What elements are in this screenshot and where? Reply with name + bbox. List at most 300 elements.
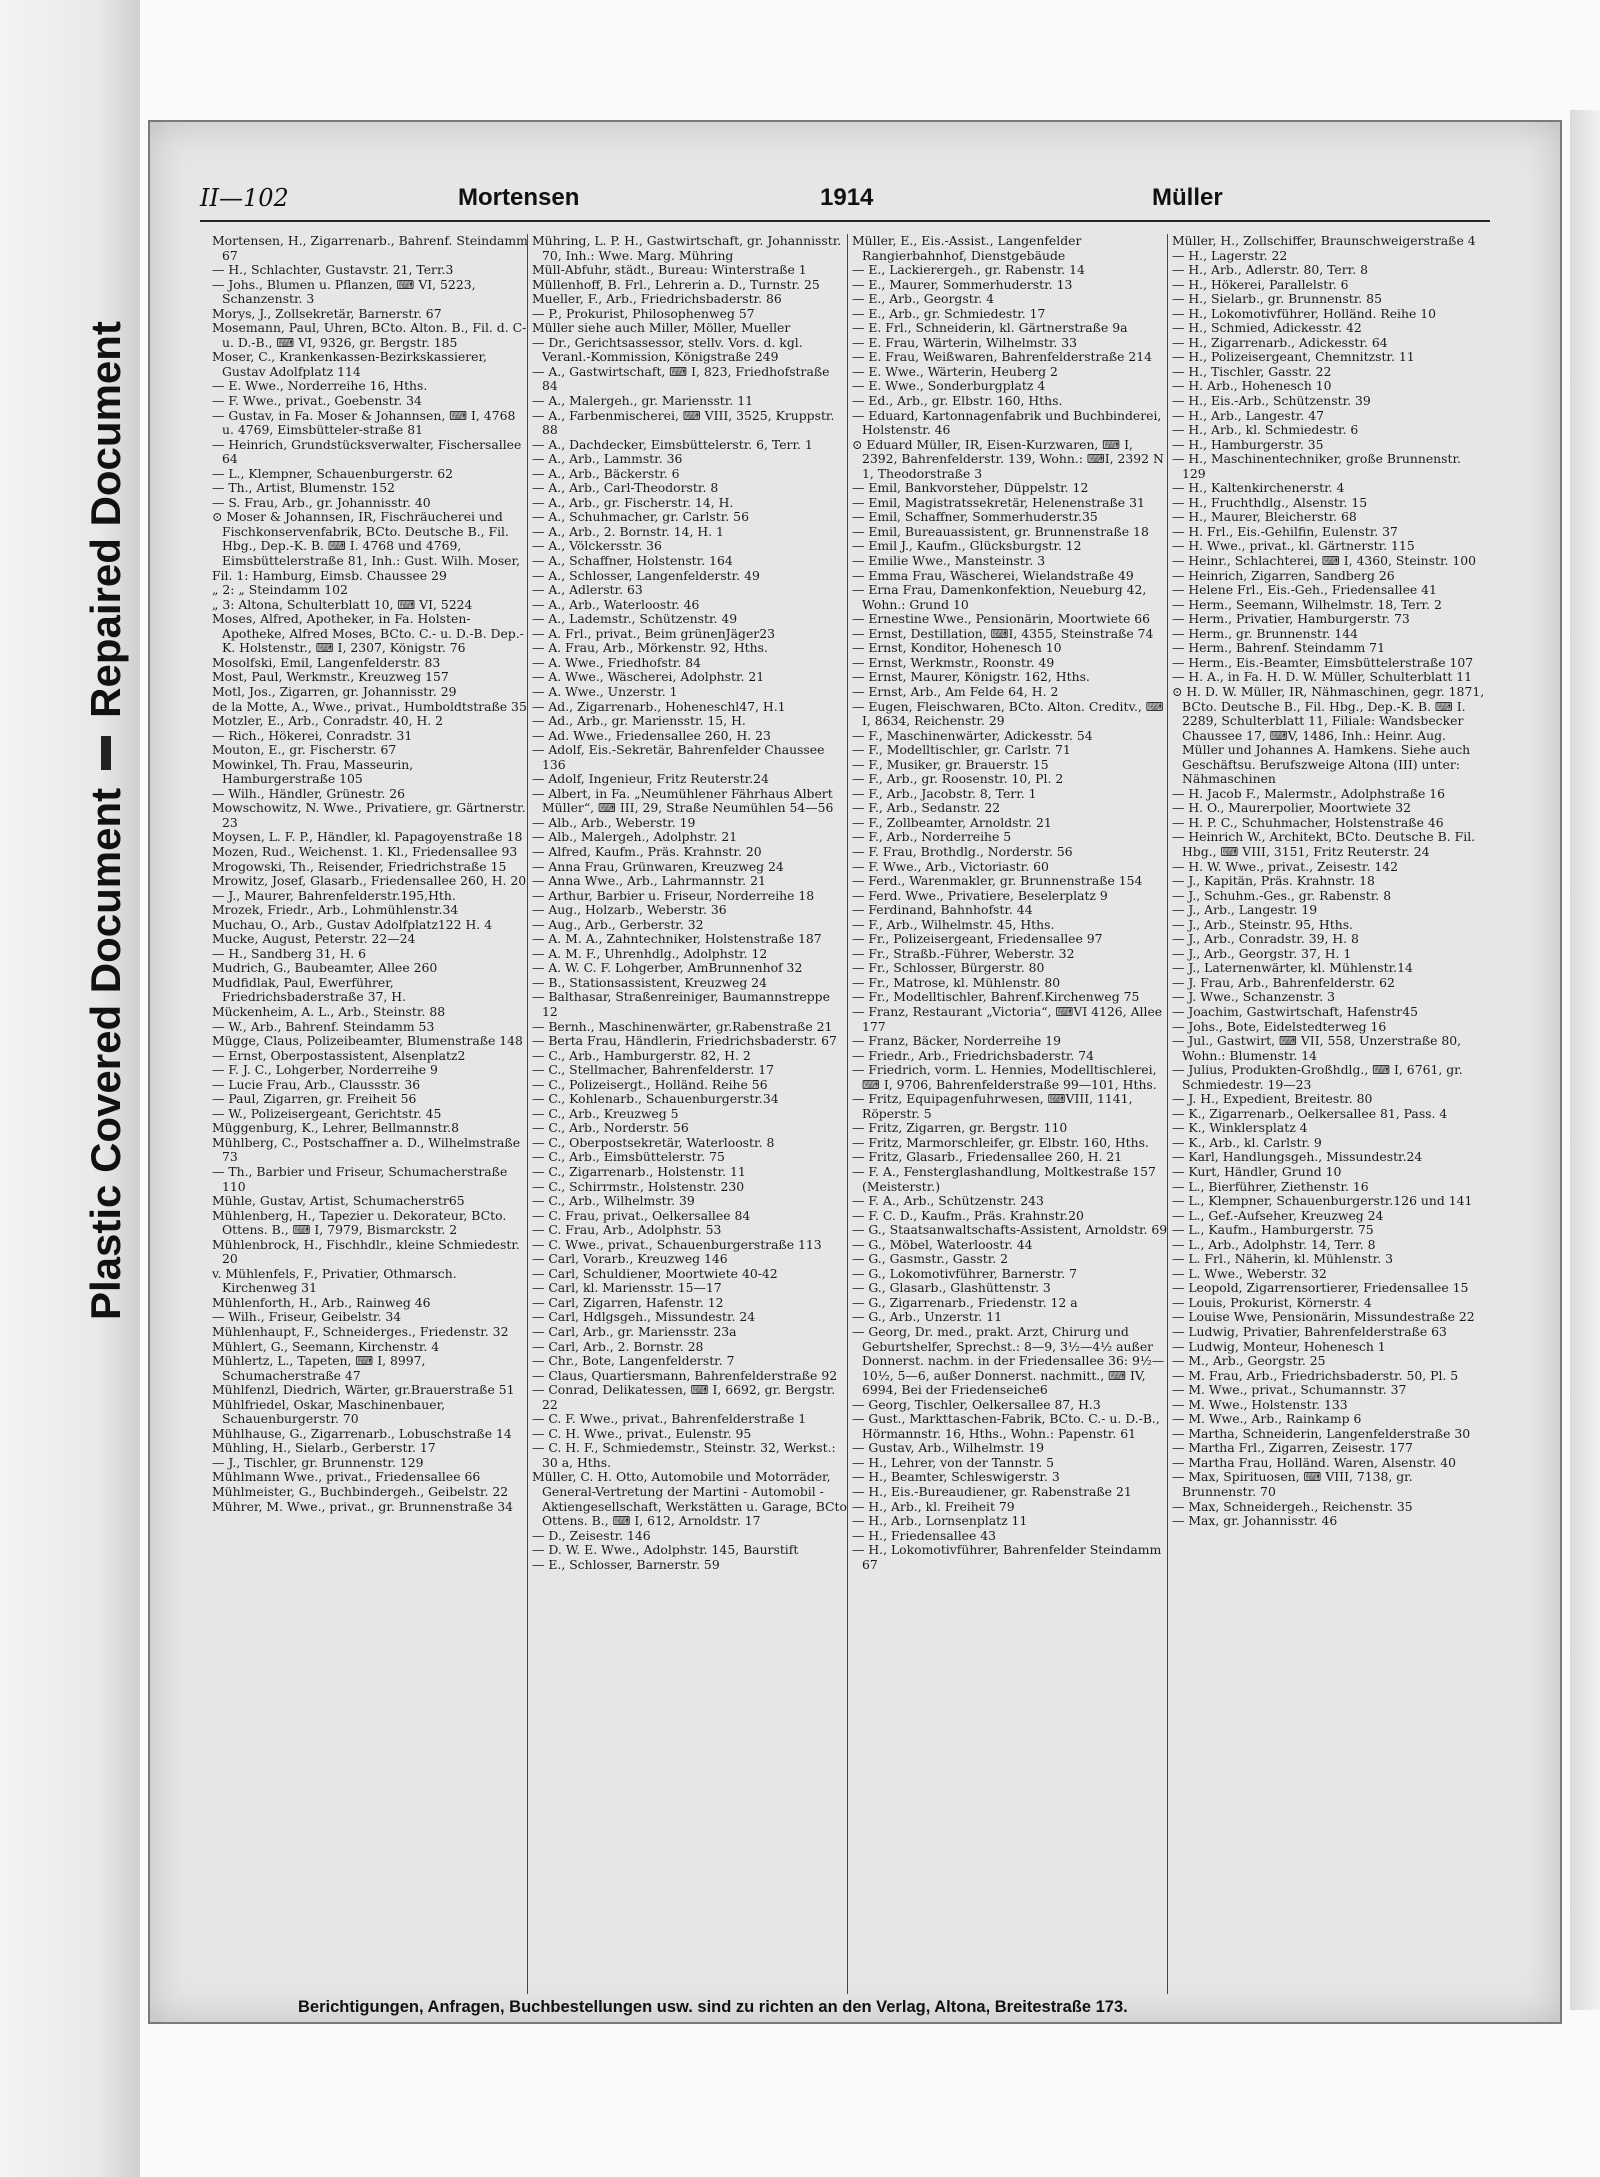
directory-entry: — H. W. Wwe., privat., Zeisestr. 142 [1172,858,1398,874]
directory-entry: — A. Frl., privat., Beim grünenJäger23 [532,625,775,641]
directory-entry: — Heinrich, Zigarren, Sandberg 26 [1172,567,1395,583]
directory-entry: — H., Friedensallee 43 [852,1527,997,1543]
directory-entry: — Herm., Seemann, Wilhelmstr. 18, Terr. 2 [1172,596,1442,612]
directory-entry: — H. Wwe., privat., kl. Gärtnerstr. 115 [1172,538,1415,554]
directory-entry: — Martha Frl., Zigarren, Zeisestr. 177 [1172,1440,1413,1456]
directory-entry: Moses, Alfred, Apotheker, in Fa. Holsten-Apotheke, Alfred Moses, BCto. C.- u. D.-B. Dep.-K. Holstenstr., ⌨ I, 2307, Königstr. 76 [212,611,524,656]
directory-entry: — Ernst, Arb., Am Felde 64, H. 2 [852,683,1059,699]
directory-entry: — A. Wwe., Friedhofstr. 84 [532,654,701,670]
directory-entry: Muchau, O., Arb., Gustav Adolfplatz122 H. 4 [212,916,493,932]
directory-entry: — H., Schlachter, Gustavstr. 21, Terr.3 [212,262,454,278]
directory-entry: — Adolf, Eis.-Sekretär, Bahrenfelder Chaussee 136 [532,742,825,772]
directory-entry: Most, Paul, Werkmstr., Kreuzweg 157 [212,669,449,685]
directory-entry: — Louise Wwe, Pensionärin, Missundestraße 22 [1172,1309,1475,1325]
directory-entry: — H., Arb., Lornsenplatz 11 [852,1513,1028,1529]
directory-entry: — Carl, Arb., 2. Bornstr. 28 [532,1338,704,1354]
directory-entry: — E. Wwe., Norderreihe 16, Hths. [212,378,428,394]
directory-entry: — G., Staatsanwaltschafts-Assistent, Arnoldstr. 69 [852,1222,1168,1238]
directory-entry: — Claus, Quartiersmann, Bahrenfelderstraße 92 [532,1367,838,1383]
directory-entry: — H. P. C., Schuhmacher, Holstenstraße 46 [1172,814,1444,830]
directory-entry: „ 2: „ Steindamm 102 [212,582,348,598]
directory-entry: — Herm., gr. Brunnenstr. 144 [1172,625,1359,641]
directory-entry: Mozen, Rud., Weichenst. 1. Kl., Friedensallee 93 [212,843,518,859]
directory-entry: — C. Wwe., privat., Schauenburgerstraße 113 [532,1236,822,1252]
directory-entry: — A., Dachdecker, Eimsbüttelerstr. 6, Terr. 1 [532,436,813,452]
directory-entry: — H., Arb., kl. Schmiedestr. 6 [1172,422,1359,438]
directory-entry: Müggenburg, K., Lehrer, Bellmannstr.8 [212,1120,459,1136]
directory-entry: — Th., Barbier und Friseur, Schumacherstraße 110 [212,1164,508,1194]
directory-entry: — A., Schaffner, Holstenstr. 164 [532,553,733,569]
directory-entry: — Emil, Magistratssekretär, Helenenstraße 31 [852,494,1145,510]
directory-entry: — Fritz, Zigarren, gr. Bergstr. 110 [852,1120,1068,1136]
directory-entry: — J., Arb., Steinstr. 95, Hths. [1172,916,1353,932]
directory-entry: — Ernst, Werkmstr., Roonstr. 49 [852,654,1055,670]
directory-entry: — H. A., in Fa. H. D. W. Müller, Schulterblatt 11 [1172,669,1473,685]
directory-entry: — C., Arb., Norderstr. 56 [532,1120,689,1136]
directory-entry: — Heinr., Schlachterei, ⌨ I, 4360, Steinstr. 100 [1172,553,1477,569]
directory-column-1 [212,234,528,1994]
directory-entry: — Fr., Matrose, kl. Mühlenstr. 80 [852,974,1061,990]
directory-entry: — J., Laternenwärter, kl. Mühlenstr.14 [1172,960,1413,976]
repaired-label: Repaired Document [82,321,129,718]
directory-entry: Mucke, August, Peterstr. 22—24 [212,931,416,947]
directory-entry: — L., Arb., Adolphstr. 14, Terr. 8 [1172,1236,1376,1252]
directory-entry: — A. W. C. F. Lohgerber, AmBrunnenhof 32 [532,960,803,976]
directory-entry: — H., Kaltenkirchenerstr. 4 [1172,480,1345,496]
directory-entry: — C. H. Wwe., privat., Eulenstr. 95 [532,1425,752,1441]
directory-entry: — D., Zeisestr. 146 [532,1527,651,1543]
directory-entry: — Ad., Arb., gr. Mariensstr. 15, H. [532,713,746,729]
directory-entry: — Johs., Blumen u. Pflanzen, ⌨ VI, 5223, Schanzenstr. 3 [212,276,476,307]
directory-entry: — J., Kapitän, Präs. Krahnstr. 18 [1172,873,1375,889]
directory-entry: Fil. 1: Hamburg, Eimsb. Chaussee 29 [212,567,447,583]
directory-entry: — H., Tischler, Gasstr. 22 [1172,363,1332,379]
directory-entry: — A., Farbenmischerei, ⌨ VIII, 3525, Kruppstr. 88 [532,407,835,438]
directory-entry: — Emil, Bureauassistent, gr. Brunnenstraße 18 [852,523,1149,539]
directory-entry: — Albert, in Fa. „Neumühlener Fährhaus Albert Müller“, ⌨ III, 29, Straße Neumühlen 54—56 [532,785,834,816]
directory-entry: — C. F. Wwe., privat., Bahrenfelderstraße 1 [532,1411,807,1427]
directory-entry: — A. M. A., Zahntechniker, Holstenstraße 187 [532,931,822,947]
directory-entry: — Balthasar, Straßenreiniger, Baumannstreppe 12 [532,989,830,1019]
directory-entry: — Th., Artist, Blumenstr. 152 [212,480,395,496]
directory-entry: — Fritz, Glasarb., Friedensallee 260, H. 21 [852,1149,1123,1165]
directory-entry: — Chr., Bote, Langenfelderstr. 7 [532,1353,735,1369]
directory-entry: — F. A., Arb., Schützenstr. 243 [852,1193,1044,1209]
directory-entry: Mühring, L. P. H., Gastwirtschaft, gr. Johannisstr. 70, Inh.: Wwe. Marg. Mühring [532,234,842,263]
directory-entry: Mortensen, H., Zigarrenarb., Bahrenf. Steindamm 67 [212,234,528,263]
directory-entry: — Friedrich, vorm. L. Hennies, Modelltischlerei, ⌨ I, 9706, Bahrenfelderstraße 99—101, Hths. [852,1062,1157,1092]
directory-entry: — Bernh., Maschinenwärter, gr.Rabenstraße 21 [532,1018,833,1034]
directory-entry: — J., Tischler, gr. Brunnenstr. 129 [212,1454,424,1470]
directory-entry: — A., Arb., Carl-Theodorstr. 8 [532,480,719,496]
directory-entry: — Gustav, Arb., Wilhelmstr. 19 [852,1440,1044,1456]
directory-entry: Mührer, M. Wwe., privat., gr. Brunnenstraße 34 [212,1498,514,1514]
directory-entry: — E. Frl., Schneiderin, kl. Gärtnerstraße 9a [852,320,1128,336]
page-number: II—102 [200,184,289,212]
directory-entry: — Berta Frau, Händlerin, Friedrichsbaderstr. 67 [532,1033,837,1049]
plastic-covered-label: Plastic Covered Document [82,787,129,1320]
directory-entry: — G., Arb., Unzerstr. 11 [852,1309,1002,1325]
directory-entry: Motl, Jos., Zigarren, gr. Johannisstr. 29 [212,683,457,699]
directory-entry: — Fr., Schlosser, Bürgerstr. 80 [852,960,1045,976]
directory-entry: — Ad., Zigarrenarb., Hoheneschl47, H.1 [532,698,786,714]
directory-entry: — H. O., Maurerpolier, Moortwiete 32 [1172,800,1412,816]
directory-entry: — F., Arb., Wilhelmstr. 45, Hths. [852,916,1055,932]
directory-entry: — Martha Frau, Holländ. Waren, Alsenstr. 40 [1172,1454,1457,1470]
directory-entry: Mouton, E., gr. Fischerstr. 67 [212,742,397,758]
directory-entry: — Alb., Arb., Weberstr. 19 [532,814,696,830]
directory-entry: — J., Arb., Georgstr. 37, H. 1 [1172,945,1352,961]
directory-entry: — F. Frau, Brothdlg., Norderstr. 56 [852,843,1073,859]
directory-entry: — A., Adlerstr. 63 [532,582,643,598]
directory-entry: — P., Prokurist, Philosophenweg 57 [532,305,755,321]
directory-entry: Mühling, H., Sielarb., Gerberstr. 17 [212,1440,436,1456]
header-year: 1914 [820,184,874,211]
directory-entry: — J. H., Expedient, Breitestr. 80 [1172,1091,1373,1107]
directory-entry: — C., Zigarrenarb., Holstenstr. 11 [532,1164,746,1179]
directory-column-2 [532,234,848,1994]
directory-entry: — C. Frau, privat., Oelkersallee 84 [532,1207,751,1223]
directory-entry: Mühlertz, L., Tapeten, ⌨ I, 8997, Schumacherstraße 47 [212,1353,426,1383]
directory-entry: Müll-Abfuhr, städt., Bureau: Winterstraße 1 [532,262,807,278]
directory-entry: — C., Stellmacher, Bahrenfelderstr. 17 [532,1062,775,1078]
directory-entry: — J., Maurer, Bahrenfelderstr.195,Hth. [212,887,456,903]
directory-entry: — K., Winklersplatz 4 [1172,1120,1308,1136]
directory-entry: — M. Frau, Arb., Friedrichsbaderstr. 50, Pl. 5 [1172,1367,1459,1383]
directory-entry: — J., Arb., Langestr. 19 [1172,902,1318,918]
directory-entry: — Max, Spirituosen, ⌨ VIII, 7138, gr. Brunnenstr. 70 [1172,1469,1413,1500]
directory-entry: — A., Gastwirtschaft, ⌨ I, 823, Friedhofstraße 84 [532,363,830,394]
directory-entry: — F. J. C., Lohgerber, Norderreihe 9 [212,1062,438,1078]
directory-entry: — Paul, Zigarren, gr. Freiheit 56 [212,1091,417,1107]
directory-entry: — Ferdinand, Bahnhofstr. 44 [852,902,1033,918]
directory-entry: Mrowitz, Josef, Glasarb., Friedensallee 260, H. 20 [212,873,527,889]
directory-entry: — K., Arb., kl. Carlstr. 9 [1172,1134,1322,1150]
directory-entry: — H., Schmied, Adickesstr. 42 [1172,320,1362,336]
directory-entry: — C., Arb., Eimsbüttelerstr. 75 [532,1149,725,1165]
directory-entry: — Carl, Schuldiener, Moortwiete 40-42 [532,1265,778,1281]
directory-entry: — Ernestine Wwe., Pensionärin, Moortwiete 66 [852,611,1151,627]
directory-entry: — Max, Schneidergeh., Reichenstr. 35 [1172,1498,1413,1514]
directory-entry: — Julius, Produkten-Großhdlg., ⌨ I, 6761, gr. Schmiedestr. 19—23 [1172,1062,1463,1092]
directory-entry: — A., Arb., 2. Bornstr. 14, H. 1 [532,523,724,539]
directory-entry: — F. A., Fensterglashandlung, Moltkestraße 157 (Meisterstr.) [852,1164,1156,1194]
directory-entry: — A. Frau, Arb., Mörkenstr. 92, Hths. [532,640,768,656]
directory-entry: ⊙ H. D. W. Müller, IR, Nähmaschinen, gegr. 1871, BCto. Deutsche B., Fil. Hbg., Dep.-K. B. ⌨ I. 2289, Schulterblatt 11, Filiale: Wandsbecker Chaussee 17, ⌨V, 1486, Inh.: Heinr. Aug. Müller und Johannes A. Hamkens. Siehe auch Geschäftsu. Berufszweige Altona (III) unter: Nähmaschinen [1172,683,1485,787]
directory-entry: — E., Schlosser, Barnerstr. 59 [532,1556,720,1572]
publisher-footer: Berichtigungen, Anfragen, Buchbestellungen usw. sind zu richten an den Verlag, Altona, Breitestraße 173. [298,1998,1128,2016]
directory-entry: — F., Zollbeamter, Arnoldstr. 21 [852,814,1052,830]
directory-entry: — H., Lehrer, von der Tannstr. 5 [852,1454,1054,1470]
directory-entry: — Wilh., Friseur, Geibelstr. 34 [212,1309,402,1325]
directory-entry: — F. Wwe., Arb., Victoriastr. 60 [852,858,1049,874]
directory-entry: — Fr., Polizeisergeant, Friedensallee 97 [852,931,1103,947]
directory-entry: Müller, H., Zollschiffer, Braunschweigerstraße 4 [1172,234,1476,248]
directory-entry: — G., Zigarrenarb., Friedenstr. 12 a [852,1294,1078,1310]
directory-entry: Müller, E., Eis.-Assist., Langenfelder Rangierbahnhof, Dienstgebäude [852,234,1082,263]
directory-entry: — C., Arb., Wilhelmstr. 39 [532,1193,695,1209]
directory-entry: — E., Arb., gr. Schmiedestr. 17 [852,305,1046,321]
directory-entry: — H., Fruchthdlg., Alsenstr. 15 [1172,494,1368,510]
directory-entry: — C., Arb., Kreuzweg 5 [532,1105,679,1121]
directory-entry: — F., Arb., Norderreihe 5 [852,829,1012,845]
directory-entry: — Anna Frau, Grünwaren, Kreuzweg 24 [532,858,784,874]
directory-entry: Morys, J., Zollsekretär, Barnerstr. 67 [212,305,442,321]
directory-entry: — Conrad, Delikatessen, ⌨ I, 6692, gr. Bergstr. 22 [532,1382,836,1412]
directory-entry: — Ad. Wwe., Friedensallee 260, H. 23 [532,727,771,743]
directory-entry: — C., Oberpostsekretär, Waterloostr. 8 [532,1134,775,1150]
directory-entry: Moser, C., Krankenkassen-Bezirkskassierer, Gustav Adolfplatz 114 [212,349,487,379]
directory-entry: — Dr., Gerichtsassessor, stellv. Vors. d. kgl. Veranl.-Kommission, Königstraße 249 [532,334,803,365]
fixture-edge-right [1570,110,1600,2010]
directory-entry: — Carl, Arb., gr. Mariensstr. 23a [532,1324,737,1340]
directory-entry: — L., Bierführer, Ziethenstr. 16 [1172,1178,1369,1194]
directory-entry: — F., Modelltischler, gr. Carlstr. 71 [852,742,1071,758]
directory-entry: — Gust., Markttaschen-Fabrik, BCto. C.- u. D.-B., Hörmannstr. 16, Hths., Wohn.: Papenstr. 61 [852,1411,1160,1441]
directory-entry: — H., Arb., Adlerstr. 80, Terr. 8 [1172,262,1368,278]
directory-entry: — J., Schuhm.-Ges., gr. Rabenstr. 8 [1172,887,1392,903]
directory-column-4 [1172,234,1488,1994]
directory-entry: — H., Sielarb., gr. Brunnenstr. 85 [1172,291,1382,307]
directory-entry: — Ferd. Wwe., Privatiere, Beselerplatz 9 [852,887,1108,903]
directory-entry: Mudrich, G., Baubeamter, Allee 260 [212,960,438,976]
directory-entry: Mosolfski, Emil, Langenfelderstr. 83 [212,654,441,670]
directory-entry: — Emil, Bankvorsteher, Düppelstr. 12 [852,480,1089,496]
directory-entry: — Franz, Bäcker, Norderreihe 19 [852,1033,1061,1049]
directory-entry: — A. Wwe., Unzerstr. 1 [532,683,678,699]
directory-entry: — E., Arb., Georgstr. 4 [852,291,995,307]
directory-entry: — L., Kaufm., Hamburgerstr. 75 [1172,1222,1374,1238]
directory-entry: — A., Völckersstr. 36 [532,538,662,554]
directory-entry: — Louis, Prokurist, Körnerstr. 4 [1172,1294,1372,1310]
directory-entry: — Fr., Straßb.-Führer, Weberstr. 32 [852,945,1075,961]
directory-entry: — Eugen, Fleischwaren, BCto. Alton. Creditv., ⌨ I, 8634, Reichenstr. 29 [852,698,1164,729]
directory-entry: — Gustav, in Fa. Moser & Johannsen, ⌨ I, 4768 u. 4769, Eimsbütteler-straße 81 [212,407,516,438]
directory-entry: — E., Maurer, Sommerhuderstr. 13 [852,276,1073,292]
directory-entry: — Friedr., Arb., Friedrichsbaderstr. 74 [852,1047,1095,1063]
directory-entry: — Fritz, Marmorschleifer, gr. Elbstr. 160, Hths. [852,1134,1149,1150]
directory-entry: Mühle, Gustav, Artist, Schumacherstr65 [212,1193,465,1209]
directory-entry: — H., Hökerei, Parallelstr. 6 [1172,276,1349,292]
directory-entry: — K., Zigarrenarb., Oelkersallee 81, Pass. 4 [1172,1105,1448,1121]
directory-entry: — Emilie Wwe., Mansteinstr. 3 [852,553,1046,569]
directory-entry: — H., Eis.-Bureaudiener, gr. Rabenstraße 21 [852,1484,1132,1500]
directory-entry: — Erna Frau, Damenkonfektion, Neueburg 42, Wohn.: Grund 10 [852,582,1147,612]
directory-entry: Mrogowski, Th., Reisender, Friedrichstraße 15 [212,858,507,874]
directory-entry: Mrozek, Friedr., Arb., Lohmühlenstr.34 [212,902,459,918]
directory-entry: — C., Schirrmstr., Holstenstr. 230 [532,1178,745,1194]
directory-entry: — M. Wwe., Holstenstr. 133 [1172,1396,1348,1412]
directory-entry: — Adolf, Ingenieur, Fritz Reuterstr.24 [532,771,769,787]
directory-entry: — A., Schlosser, Langenfelderstr. 49 [532,567,760,583]
directory-entry: — A. Wwe., Wäscherei, Adolphstr. 21 [532,669,765,685]
directory-entry: Mühlenbrock, H., Fischhdlr., kleine Schmiedestr. 20 [212,1236,520,1267]
directory-entry: — Ferd., Warenmakler, gr. Brunnenstraße 154 [852,873,1143,889]
directory-entry: — G., Glasarb., Glashüttenstr. 3 [852,1280,1051,1296]
directory-entry: — Emil, Schaffner, Sommerhuderstr.35 [852,509,1098,525]
directory-entry: — Alfred, Kaufm., Präs. Krahnstr. 20 [532,843,762,859]
directory-entry: — Emma Frau, Wäscherei, Wielandstraße 49 [852,567,1134,583]
directory-entry: — A., Lademstr., Schützenstr. 49 [532,611,738,627]
directory-entry: — Karl, Handlungsgeh., Missundestr.24 [1172,1149,1423,1165]
directory-entry: Müllenhoff, B. Frl., Lehrerin a. D., Turnstr. 25 [532,276,820,292]
directory-entry: — A. M. F., Uhrenhdlg., Adolphstr. 12 [532,945,768,961]
directory-entry: — Carl, Hdlgsgeh., Missundestr. 24 [532,1309,756,1325]
directory-entry: — B., Stationsassistent, Kreuzweg 24 [532,974,768,990]
directory-entry: Mühlert, G., Seemann, Kirchenstr. 4 [212,1338,440,1354]
directory-entry: — Max, gr. Johannisstr. 46 [1172,1513,1338,1529]
directory-entry: — C., Polizeisergt., Holländ. Reihe 56 [532,1076,768,1092]
directory-entry: — H., Lokomotivführer, Holländ. Reihe 10 [1172,305,1437,321]
directory-entry: — E. Frau, Weißwaren, Bahrenfelderstraße 214 [852,349,1153,365]
directory-entry: Mühlenhaupt, F., Schneiderges., Friedenstr. 32 [212,1324,509,1340]
directory-entry: — Helene Frl., Eis.-Geh., Friedensallee 41 [1172,582,1437,598]
directory-entry: Mudfidlak, Paul, Ewerführer, Friedrichsbaderstraße 37, H. [212,974,407,1005]
directory-entry: — Lucie Frau, Arb., Claussstr. 36 [212,1076,421,1092]
directory-entry: — D. W. E. Wwe., Adolphstr. 145, Baurstift [532,1542,799,1558]
directory-entry: — A., Schuhmacher, gr. Carlstr. 56 [532,509,749,525]
directory-entry: — F., Arb., gr. Roosenstr. 10, Pl. 2 [852,771,1064,787]
directory-entry: — G., Gasmstr., Gasstr. 2 [852,1251,1009,1267]
directory-entry: — Georg, Dr. med., prakt. Arzt, Chirurg und Geburtshelfer, Sprechst.: 8—9, 3½—4½ außer Donnerst. nachm. in der Friedensallee 36: 9½—10½, 5—6, außer Donnerst. nachmitt., ⌨ IV, 6994, Bei der Friedenseiche6 [852,1324,1165,1398]
directory-entry: — L., Gef.-Aufseher, Kreuzweg 24 [1172,1207,1384,1223]
directory-entry: — W., Polizeisergeant, Gerichtstr. 45 [212,1105,442,1121]
document-status-label [82,321,130,1320]
directory-entry: — H., Arb., kl. Freiheit 79 [852,1498,1015,1514]
directory-entry: Mühlmann Wwe., privat., Friedensallee 66 [212,1469,481,1485]
directory-entry: — M. Wwe., privat., Schumannstr. 37 [1172,1382,1407,1398]
directory-entry: „ 3: Altona, Schulterblatt 10, ⌨ VI, 5224 [212,596,473,612]
directory-entry: — Aug., Holzarb., Weberstr. 36 [532,902,727,918]
directory-entry: — J. Frau, Arb., Bahrenfelderstr. 62 [1172,974,1395,990]
directory-entry: Mühlenberg, H., Tapezier u. Dekorateur, BCto. Ottens. B., ⌨ I, 7979, Bismarckstr. 2 [212,1207,507,1238]
directory-entry: — Eduard, Kartonnagenfabrik und Buchbinderei, Holstenstr. 46 [852,407,1162,438]
directory-entry: — Ernst, Destillation, ⌨I, 4355, Steinstraße 74 [852,625,1154,641]
directory-entry: — S. Frau, Arb., gr. Johannisstr. 40 [212,494,431,510]
directory-entry: — F. C. D., Kaufm., Präs. Krahnstr.20 [852,1207,1084,1223]
directory-entry: — Wilh., Händler, Grünestr. 26 [212,785,406,801]
directory-entry: — A., Arb., Lammstr. 36 [532,451,683,467]
directory-entry: — Heinrich W., Architekt, BCto. Deutsche B. Fil. Hbg., ⌨ VIII, 3151, Fritz Reuterstr. 24 [1172,829,1476,859]
directory-entry: — Kurt, Händler, Grund 10 [1172,1164,1342,1179]
directory-entry: — F., Musiker, gr. Brauerstr. 15 [852,756,1049,772]
directory-column-3 [852,234,1168,1994]
directory-entry: Mühlberg, C., Postschaffner a. D., Wilhelmstraße 73 [212,1134,521,1165]
directory-entry: — Emil J., Kaufm., Glücksburgstr. 12 [852,538,1082,554]
directory-entry: — Carl, Vorarb., Kreuzweg 146 [532,1251,728,1267]
directory-entry: — A., Arb., gr. Fischerstr. 14, H. [532,494,734,510]
directory-entry: — Rich., Hökerei, Conradstr. 31 [212,727,413,743]
directory-entry: — C. H. F., Schmiedemstr., Steinstr. 32, Werkst.: 30 a, Hths. [532,1440,836,1470]
directory-entry: Mühlhause, G., Zigarrenarb., Lobuschstraße 14 [212,1425,512,1441]
directory-entry: — H., Polizeisergeant, Chemnitzstr. 11 [1172,349,1415,365]
directory-entry: Mückenheim, A. L., Arb., Steinstr. 88 [212,1003,446,1019]
directory-entry: — Franz, Restaurant „Victoria“, ⌨VI 4126, Allee 177 [852,1003,1163,1034]
directory-entry: — Herm., Privatier, Hamburgerstr. 73 [1172,611,1410,627]
directory-entry: Moysen, L. F. P., Händler, kl. Papagoyenstraße 18 [212,829,523,845]
directory-entry: — Jul., Gastwirt, ⌨ VII, 558, Unzerstraße 80, Wohn.: Blumenstr. 14 [1172,1033,1462,1063]
directory-entry: — Fritz, Equipagenfuhrwesen, ⌨VIII, 1141, Röperstr. 5 [852,1091,1133,1121]
directory-entry: — Arthur, Barbier u. Friseur, Norderreihe 18 [532,887,815,903]
directory-entry: — L. Wwe., Weberstr. 32 [1172,1265,1327,1281]
directory-entry: — M., Arb., Georgstr. 25 [1172,1353,1326,1369]
directory-entry: — Ernst, Konditor, Hohenesch 10 [852,640,1062,656]
directory-entry: — H., Maurer, Bleicherstr. 68 [1172,509,1357,525]
directory-entry: Mowinkel, Th. Frau, Masseurin, Hamburgerstraße 105 [212,756,414,787]
directory-entry: — J., Arb., Conradstr. 39, H. 8 [1172,931,1359,947]
directory-entry: — A., Arb., Bäckerstr. 6 [532,465,680,481]
directory-entry: — H., Arb., Langestr. 47 [1172,407,1324,423]
directory-entry: — E. Frau, Wärterin, Wilhelmstr. 33 [852,334,1078,350]
directory-entry: — Aug., Arb., Gerberstr. 32 [532,916,704,932]
header-last-name: Müller [1152,184,1223,211]
directory-entry: — Carl, kl. Mariensstr. 15—17 [532,1280,722,1296]
directory-entry: Mühlenforth, H., Arb., Rainweg 46 [212,1294,431,1310]
label-separator [101,736,111,770]
directory-entry: — W., Arb., Bahrenf. Steindamm 53 [212,1018,435,1034]
directory-entry: — J. Wwe., Schanzenstr. 3 [1172,989,1335,1005]
directory-entry: — E., Lackierergeh., gr. Rabenstr. 14 [852,262,1085,278]
directory-entry: — H. Frl., Eis.-Gehilfin, Eulenstr. 37 [1172,523,1398,539]
directory-entry: — H. Jacob F., Malermstr., Adolphstraße 16 [1172,785,1446,801]
directory-entry: Mühlmeister, G., Buchbindergeh., Geibelstr. 22 [212,1484,509,1500]
directory-entry: — M. Wwe., Arb., Rainkamp 6 [1172,1411,1362,1427]
directory-entry: — H., Zigarrenarb., Adickesstr. 64 [1172,334,1388,350]
directory-entry: Müller, C. H. Otto, Automobile und Motorräder, General-Vertretung der Martini - Automobil - Aktiengesellschaft, Werkstätten u. Garage, BCto Ottens. B., ⌨ I, 612, Arnoldstr. 17 [532,1469,847,1529]
directory-entry: — E. Wwe., Sonderburgplatz 4 [852,378,1046,394]
directory-entry: — G., Lokomotivführer, Barnerstr. 7 [852,1265,1077,1281]
directory-entry: — L., Klempner, Schauenburgerstr.126 und 141 [1172,1193,1473,1209]
directory-entry: — Fr., Modelltischler, Bahrenf.Kirchenweg 75 [852,989,1140,1005]
directory-entry: de la Motte, A., Wwe., privat., Humboldtstraße 35 [212,698,527,714]
directory-entry: Mügge, Claus, Polizeibeamter, Blumenstraße 148 [212,1033,523,1049]
directory-entry: ⊙ Eduard Müller, IR, Eisen-Kurzwaren, ⌨ I, 2392, Bahrenfelderstr. 139, Wohn.: ⌨I, 2392 N 1, Theodorstraße 3 [852,436,1164,481]
directory-entry: — Herm., Bahrenf. Steindamm 71 [1172,640,1385,656]
directory-entry: — H., Lagerstr. 22 [1172,247,1288,263]
directory-entry: Motzler, E., Arb., Conradstr. 40, H. 2 [212,713,444,729]
page-header [200,184,1490,222]
directory-entry: — H., Hamburgerstr. 35 [1172,436,1324,452]
directory-entry: — Georg, Tischler, Oelkersallee 87, H.3 [852,1396,1101,1412]
directory-entry: — F., Maschinenwärter, Adickesstr. 54 [852,727,1093,743]
directory-entry: — H., Maschinentechniker, große Brunnenstr. 129 [1172,451,1461,481]
directory-entry: Mühlfriedel, Oskar, Maschinenbauer, Schauenburgerstr. 70 [212,1396,446,1427]
directory-entry: — F., Arb., Jacobstr. 8, Terr. 1 [852,785,1037,801]
directory-entry: — H. Arb., Hohenesch 10 [1172,378,1332,394]
directory-entry: Mosemann, Paul, Uhren, BCto. Alton. B., Fil. d. C- u. D.-B., ⌨ VI, 9326, gr. Bergstr. 185 [212,320,527,350]
directory-entry: — Martha, Schneiderin, Langenfelderstraße 30 [1172,1425,1471,1441]
directory-entry: — A., Arb., Waterloostr. 46 [532,596,700,612]
directory-entry: Müller siehe auch Miller, Möller, Mueller [532,320,791,336]
directory-entry: ⊙ Moser & Johannsen, IR, Fischräucherei und Fischkonservenfabrik, BCto. Deutsche B., Fil. Hbg., Dep.-K. B. ⌨ I. 4768 und 4769, Eimsbüttelerstraße 81, Inh.: Gust. Wilh. Moser, [212,509,521,569]
directory-entry: Mueller, F., Arb., Friedrichsbaderstr. 86 [532,291,782,307]
directory-entry: — C., Kohlenarb., Schauenburgerstr.34 [532,1091,779,1107]
directory-entry: — C. Frau, Arb., Adolphstr. 53 [532,1222,722,1238]
directory-entry: — Johs., Bote, Eidelstedterweg 16 [1172,1018,1387,1034]
directory-entry: — Heinrich, Grundstücksverwalter, Fischersallee 64 [212,436,522,467]
directory-entry: Mühlfenzl, Diedrich, Wärter, gr.Brauerstraße 51 [212,1382,515,1398]
directory-entry: — H., Lokomotivführer, Bahrenfelder Steindamm 67 [852,1542,1162,1572]
directory-entry: — C., Arb., Hamburgerstr. 82, H. 2 [532,1047,751,1063]
directory-entry: — Carl, Zigarren, Hafenstr. 12 [532,1294,724,1310]
directory-entry: — Herm., Eis.-Beamter, Eimsbüttelerstraße 107 [1172,654,1474,670]
directory-entry: — Ludwig, Monteur, Hohenesch 1 [1172,1338,1386,1354]
directory-entry: — E. Wwe., Wärterin, Heuberg 2 [852,363,1058,379]
directory-entry: — Anna Wwe., Arb., Lahrmannstr. 21 [532,873,766,889]
directory-entry: — Leopold, Zigarrensortierer, Friedensallee 15 [1172,1280,1469,1296]
directory-entry: — G., Möbel, Waterloostr. 44 [852,1236,1033,1252]
directory-entry: v. Mühlenfels, F., Privatier, Othmarsch. Kirchenweg 31 [212,1265,457,1296]
